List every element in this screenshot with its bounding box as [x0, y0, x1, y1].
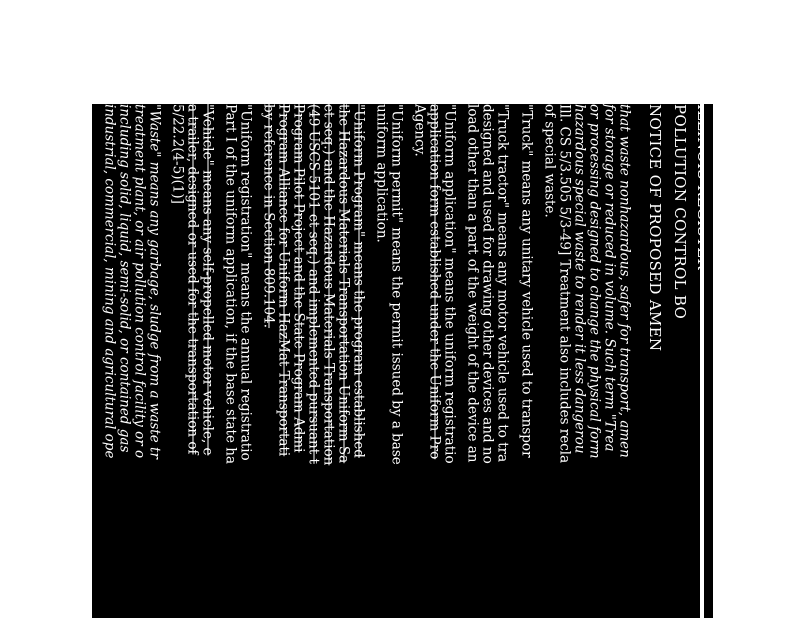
text-line: "Uniform registration" means the annual registratio: [237, 104, 254, 461]
page-edge-strip: [704, 104, 713, 618]
text-line: "Uniform Program" means the program established: [350, 104, 367, 458]
text-line: "Truck" means any unitary vehicle used to transpor: [518, 104, 535, 458]
text-line: treatment plant, or air pollution control facility or o: [131, 104, 148, 459]
text-line: that waste nonhazardous, safer for transport, amen: [616, 104, 633, 458]
scanned-document-page: [92, 104, 713, 618]
text-line: of special waste.: [541, 104, 558, 218]
text-line: "Uniform application" means the uniform registratio: [441, 104, 458, 464]
text-line: Ill. CS 5/3.505 5/3-49] Treatment also includes recla: [556, 104, 573, 464]
text-line: application form established under the Uniform Pro: [426, 104, 443, 460]
text-line: "Truck tractor" means any motor vehicle used to tra: [494, 104, 511, 463]
header-notice: NOTICE OF PROPOSED AMEN: [646, 104, 664, 352]
text-line: the Hazardous Materials Transportation Uniform Sa: [335, 104, 352, 464]
text-line: load other than a part of the weight of the device an: [464, 104, 481, 463]
text-line: designed and used for drawing other devices and no: [479, 104, 496, 464]
text-line: hazardous special waste to render it less dangerou: [571, 104, 588, 454]
text-line: Part I of the uniform application, if the base state ha: [222, 104, 239, 464]
text-line: by reference in Section 809.104.: [260, 104, 277, 329]
text-line: including solid, liquid, semi-solid, or contained gas: [116, 104, 133, 453]
text-line: Program Alliance for Uniform HazMat Transportati: [275, 104, 292, 457]
text-line: uniform application.: [373, 104, 390, 243]
text-line: industrial, commercial, mining and agricultural ope: [101, 104, 118, 459]
header-board: POLLUTION CONTROL BO: [671, 104, 689, 320]
text-line: et seq.) and the Hazardous Materials Transportation: [320, 104, 337, 466]
text-line: "Uniform permit" means the permit issued by a base: [388, 104, 405, 465]
text-line: or processing designed to change the physical form: [586, 104, 603, 459]
text-line: Agency.: [411, 104, 428, 157]
text-line: Program Pilot Project and the State Program Admi: [290, 104, 307, 453]
text-line: "Waste" means any garbage, sludge from a waste tr: [146, 104, 163, 459]
text-line: a trailer, designed or used for the transportation of: [184, 104, 201, 455]
text-line: "Vehicle" means any self-propelled motor vehicle, e: [199, 104, 216, 456]
text-line: for storage or reduced in volume. Such term "Trea: [601, 104, 618, 452]
text-line: 5/22.2(4-5)(1)]: [169, 104, 186, 204]
text-line: (49 USCS 5101 et seq.) and implemented pursuant t: [305, 104, 322, 464]
